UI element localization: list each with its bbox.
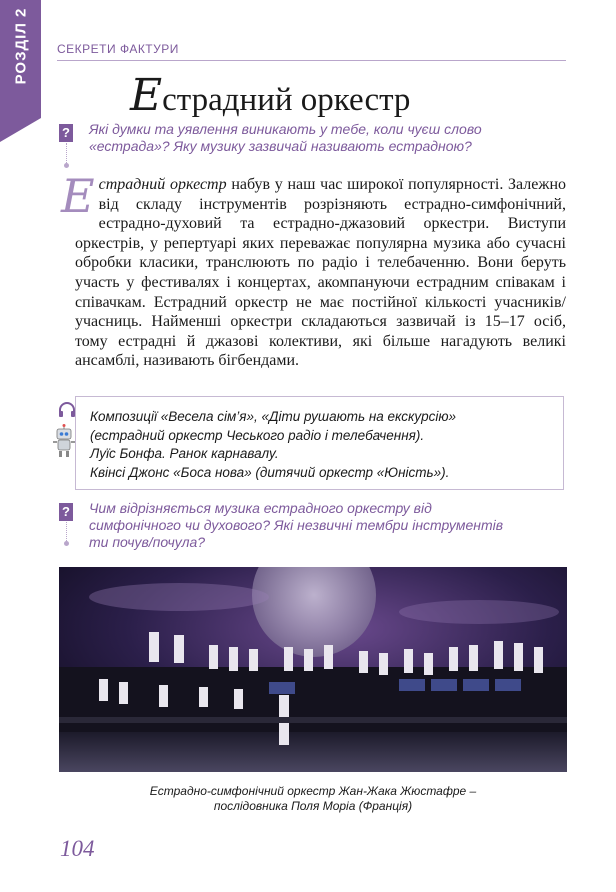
- section-label: СЕКРЕТИ ФАКТУРИ: [57, 42, 179, 56]
- dotted-connector: [66, 143, 69, 163]
- connector-dot: [64, 541, 69, 546]
- listening-item: Композиції «Весела сім’я», «Діти рушають на екскурсію»: [90, 409, 457, 424]
- listening-item: Квінсі Джонс «Боса нова» (дитячий оркестр «Юність»).: [90, 464, 450, 480]
- connector-dot: [64, 163, 69, 168]
- chapter-tab: [0, 0, 41, 118]
- title-rest: страдний оркестр: [162, 82, 411, 118]
- question-1-line-1: Які думки та уявлення виникають у тебе, коли чуєш слово: [89, 121, 482, 137]
- question-2-line-2: симфонічного чи духового? Які незвичні тембри інструментів: [89, 517, 504, 533]
- photo-caption: [59, 784, 567, 814]
- section-divider: [57, 60, 566, 61]
- orchestra-photo: [59, 567, 567, 772]
- question-icon: ?: [59, 503, 73, 521]
- question-1-line-2: «естрада»? Яку музику зазвичай називають естрадною?: [89, 138, 472, 154]
- listening-item: Луїс Бонфа. Ранок карнавалу.: [90, 446, 279, 461]
- listening-item: (естрадний оркестр Чеського радіо і телебачення).: [90, 427, 425, 443]
- question-2: [89, 500, 503, 551]
- drop-cap: Е: [61, 169, 95, 223]
- dotted-connector: [66, 522, 69, 541]
- chapter-tab-label: РОЗДІЛ 2: [12, 7, 29, 85]
- robot-icon: [52, 424, 76, 458]
- chapter-tab-notch: [0, 118, 41, 142]
- body-paragraph: [61, 169, 567, 371]
- body-text: набув у наш час широкої популярності. Залежно від складу інструментів розрізняють естрадно-симфонічний, естрадно-духовий та естрадно-джазовий оркестри. Виступи оркестрів, у репертуарі яких переважає популярна музика або сучасні обробки класики, транслюють по радіо і телебаченню. Вони беруть участь у фестивалях і концертах, акомпануючи естрадним співакам і співачкам. Естрадний оркестр не має постійної кількості учасників/учасниць. Найменші оркестри складаються зазвичай із 15–17 осіб, тому естрадні й джазові колективи, які більше нагадують великі ансамблі, називають бігбендами.: [75, 176, 567, 370]
- listening-box: [75, 396, 564, 490]
- caption-line-1: Естрадно-симфонічний оркестр Жан-Жака Жюстафре –: [149, 784, 477, 798]
- question-icon: ?: [59, 124, 73, 142]
- question-2-line-3: ти почув/почула?: [89, 534, 206, 550]
- lead-term: страдний оркестр: [98, 176, 227, 193]
- headphones-icon: [58, 402, 76, 418]
- caption-line-2: послідовника Поля Моріа (Франція): [213, 799, 413, 813]
- title-initial: Е: [130, 70, 163, 121]
- page-number: 104: [60, 836, 95, 861]
- page-title: [130, 70, 410, 121]
- question-2-line-1: Чим відрізняється музика естрадного оркестру від: [89, 500, 432, 516]
- question-1: [89, 121, 482, 155]
